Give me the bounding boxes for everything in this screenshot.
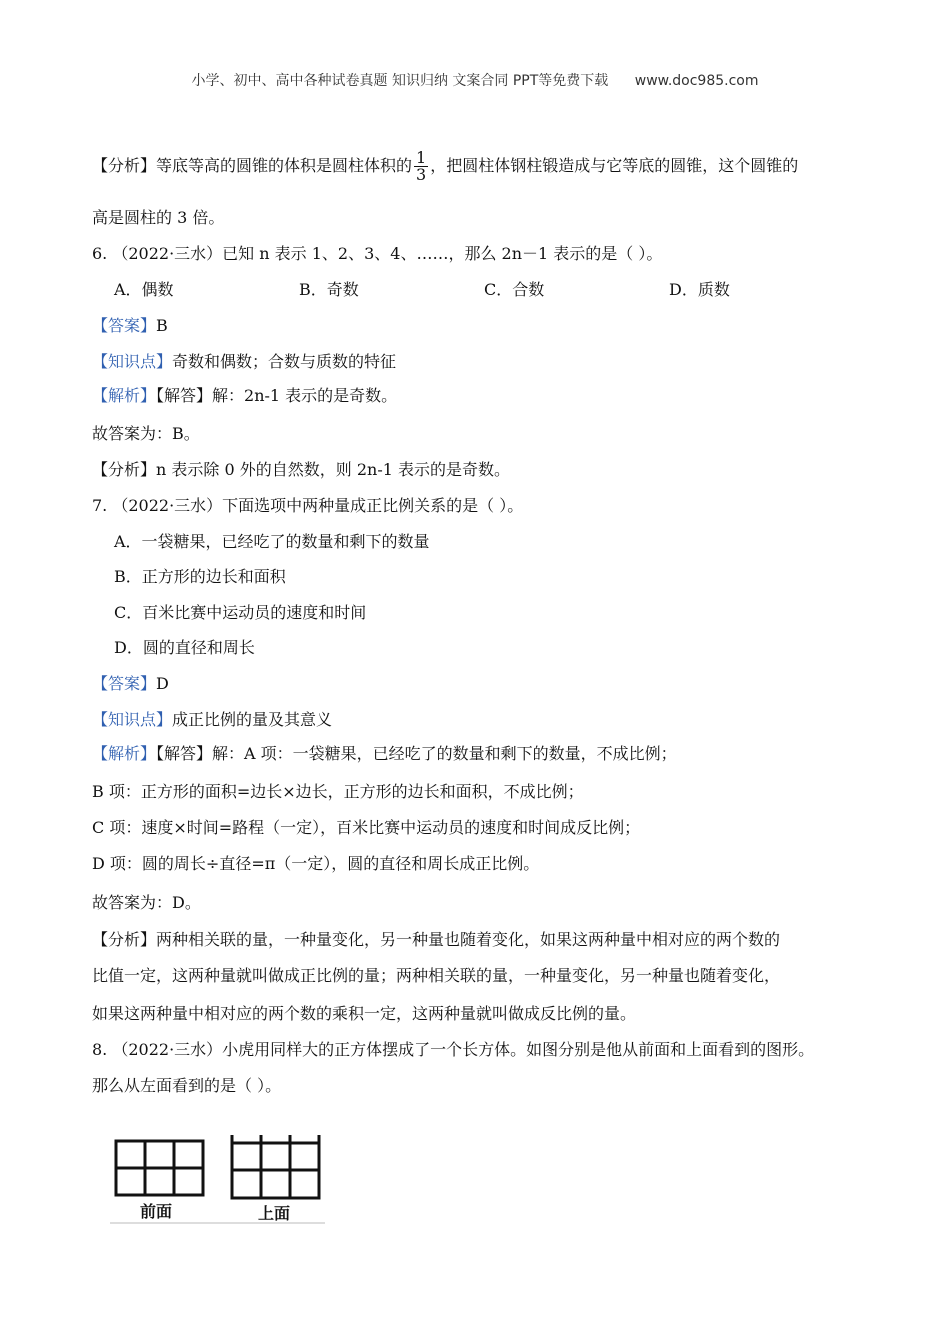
q7-final-answer: 故答案为：D。 bbox=[92, 893, 201, 912]
q6-option-d: D．质数 bbox=[669, 280, 730, 299]
q7-option-a: A．一袋糖果，已经吃了的数量和剩下的数量 bbox=[114, 532, 430, 551]
q8-stem-2: 那么从左面看到的是（ ）。 bbox=[92, 1076, 282, 1095]
q6-answer bbox=[92, 316, 168, 336]
q7-analysis-3: 如果这两种量中相对应的两个数的乘积一定，这两种量就叫做成反比例的量。 bbox=[92, 1004, 637, 1023]
q7-analysis bbox=[92, 930, 780, 950]
q7-solution-b: B 项：正方形的面积=边长×边长，正方形的边长和面积，不成比例； bbox=[92, 782, 584, 801]
answer-tag: 【答案】 bbox=[92, 674, 157, 693]
header-site-link[interactable]: www.doc985.com bbox=[634, 73, 759, 89]
knowledge-point-text: 成正比例的量及其意义 bbox=[172, 710, 333, 729]
q6-option-a: A．偶数 bbox=[114, 280, 174, 299]
solution-text-a: 【解答】解：A 项：一袋糖果，已经吃了的数量和剩下的数量，不成比例； bbox=[156, 744, 677, 763]
page-header bbox=[0, 70, 950, 90]
analysis-text-1: 两种相关联的量，一种量变化，另一种量也随着变化，如果这两种量中相对应的两个数的 bbox=[156, 930, 781, 949]
q6-knowledge-point bbox=[92, 352, 396, 372]
solution-text: 【解答】解：2n-1 表示的是奇数。 bbox=[156, 386, 398, 405]
q7-stem: 7. （2022·三水）下面选项中两种量成正比例关系的是（ ）。 bbox=[92, 496, 524, 515]
q7-analysis-2: 比值一定，这两种量就叫做成正比例的量；两种相关联的量，一种量变化，另一种量也随着变化， bbox=[92, 966, 781, 985]
knowledge-point-text: 奇数和偶数；合数与质数的特征 bbox=[172, 352, 397, 371]
top-view-grid bbox=[232, 1135, 319, 1198]
answer-value: D bbox=[156, 674, 169, 693]
q8-stem-1: 8. （2022·三水）小虎用同样大的正方体摆成了一个长方体。如图分别是他从前面和上面看到的图形。 bbox=[92, 1040, 815, 1059]
analysis-tag: 【分析】 bbox=[92, 930, 157, 949]
front-view-grid bbox=[116, 1141, 203, 1195]
q6-stem: 6. （2022·三水）已知 n 表示 1、2、3、4、……，那么 2n－1 表示的是（ ）。 bbox=[92, 244, 663, 263]
solution-tag: 【解析】 bbox=[92, 386, 157, 405]
q7-option-c: C．百米比赛中运动员的速度和时间 bbox=[114, 603, 367, 622]
q5-analysis-cont: 高是圆柱的 3 倍。 bbox=[92, 208, 225, 227]
q8-views-diagram bbox=[110, 1135, 325, 1230]
q7-solution-c: C 项：速度×时间=路程（一定），百米比赛中运动员的速度和时间成反比例； bbox=[92, 818, 641, 837]
answer-value: B bbox=[156, 316, 168, 335]
q5-analysis bbox=[92, 150, 798, 183]
q8-figure bbox=[110, 1135, 325, 1230]
q7-solution-d: D 项：圆的周长÷直径=π（一定），圆的直径和周长成正比例。 bbox=[92, 854, 540, 873]
knowledge-point-tag: 【知识点】 bbox=[92, 352, 173, 371]
q6-solution bbox=[92, 386, 397, 406]
answer-tag: 【答案】 bbox=[92, 316, 157, 335]
knowledge-point-tag: 【知识点】 bbox=[92, 710, 173, 729]
q6-option-b: B．奇数 bbox=[299, 280, 359, 299]
header-text: 小学、初中、高中各种试卷真题 知识归纳 文案合同 PPT等免费下载 bbox=[191, 73, 609, 89]
q5-analysis-before: 等底等高的圆锥的体积是圆柱体积的 bbox=[156, 156, 413, 175]
front-view-label: 前面 bbox=[140, 1202, 173, 1221]
q6-option-c: C．合数 bbox=[484, 280, 545, 299]
analysis-text: n 表示除 0 外的自然数，则 2n-1 表示的是奇数。 bbox=[156, 460, 511, 479]
q7-answer bbox=[92, 674, 169, 694]
q6-final-answer: 故答案为：B。 bbox=[92, 424, 200, 443]
q5-analysis-after: ，把圆柱体钢柱锻造成与它等底的圆锥，这个圆锥的 bbox=[430, 156, 799, 175]
q6-options bbox=[114, 280, 854, 300]
q7-solution bbox=[92, 744, 677, 764]
q7-knowledge-point bbox=[92, 710, 332, 730]
fraction-one-third: $\frac{1}{3}$ bbox=[416, 148, 427, 184]
top-view-label: 上面 bbox=[258, 1204, 291, 1223]
q5-analysis-tag: 【分析】 bbox=[92, 156, 157, 175]
q6-analysis bbox=[92, 460, 510, 480]
solution-tag: 【解析】 bbox=[92, 744, 157, 763]
q7-option-b: B．正方形的边长和面积 bbox=[114, 567, 286, 586]
analysis-tag: 【分析】 bbox=[92, 460, 157, 479]
q7-option-d: D．圆的直径和周长 bbox=[114, 638, 255, 657]
